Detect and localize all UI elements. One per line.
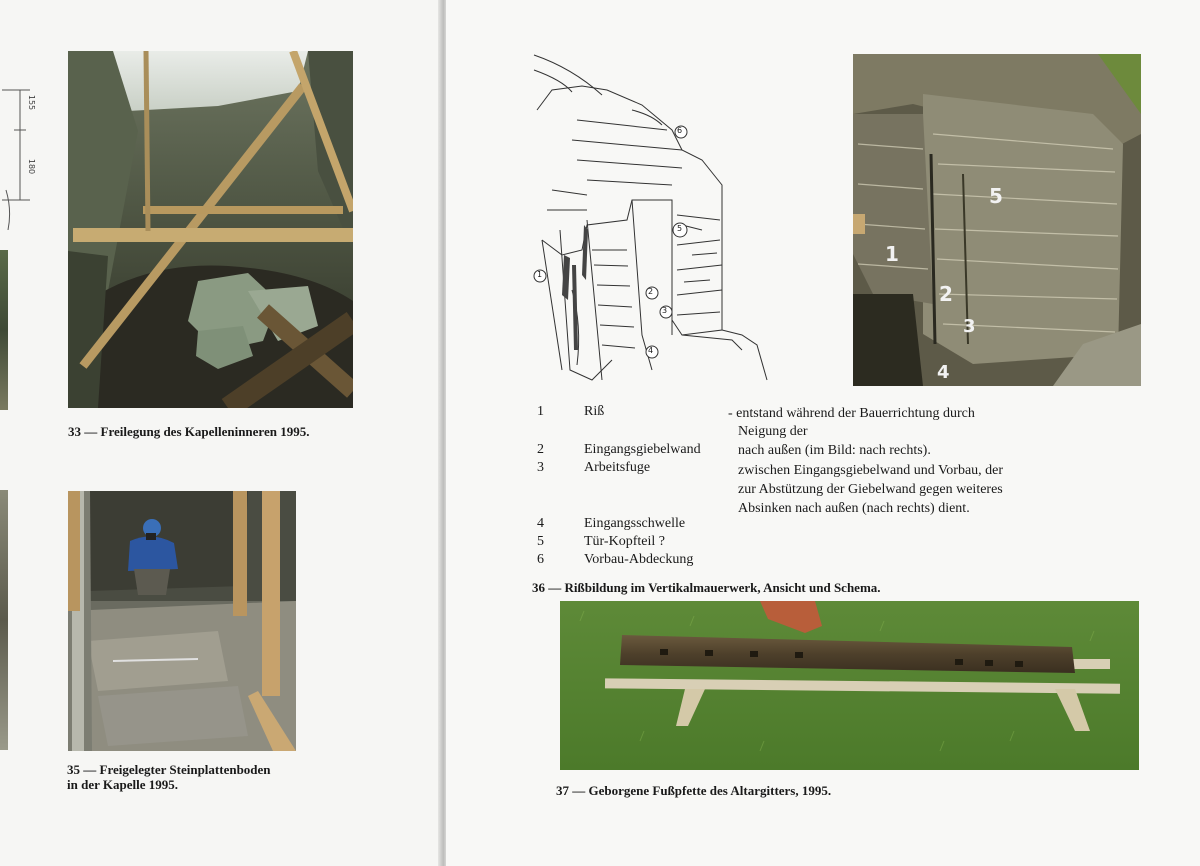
legend-desc-3-line1: zwischen Eingangsgiebelwand und Vorbau, der [738, 463, 1004, 478]
photo-number-3: 3 [963, 316, 976, 337]
photo-37-image [560, 601, 1139, 770]
scale-label-180: 180 [27, 158, 37, 175]
legend-num-6: 6 [537, 552, 544, 567]
schematic-number-4: 4 [648, 346, 654, 355]
caption-fig36: 36 — Rißbildung im Vertikalmauerwerk, Ansicht und Schema. [532, 580, 881, 595]
legend-desc-2-line1: nach außen (im Bild: nach rechts). [738, 443, 931, 458]
photo-36-image [853, 54, 1141, 386]
photo-stone-slab-floor [68, 491, 296, 751]
photo-chapel-interior-excavation [68, 51, 353, 408]
caption-fig35-line1: 35 — Freigelegter Steinplattenboden [67, 762, 271, 777]
legend-term-5: Tür-Kopfteil ? [584, 534, 665, 549]
photo-number-1: 1 [885, 242, 899, 266]
photo-number-5: 5 [989, 184, 1003, 208]
edge-photo-strip-top [0, 250, 8, 410]
photo-number-4: 4 [937, 362, 950, 383]
scale-label-155: 155 [27, 94, 37, 111]
legend-term-1: Riß [584, 404, 605, 419]
photo-wall-crack [853, 54, 1141, 386]
photo-35-image [68, 491, 296, 751]
edge-photo-strip-bottom [0, 490, 8, 750]
legend-term-4: Eingangsschwelle [584, 516, 686, 531]
caption-fig37: 37 — Geborgene Fußpfette des Altargitters, 1995. [556, 783, 832, 798]
legend-num-2: 2 [537, 442, 544, 457]
photo-number-2: 2 [939, 282, 953, 306]
photo-recovered-beam [560, 601, 1139, 770]
legend-desc-1-line1: - entstand während der Bauerrichtung durch [728, 406, 975, 421]
scale-ruler [0, 70, 40, 230]
legend-term-3: Arbeitsfuge [584, 460, 651, 475]
right-page [446, 0, 1200, 866]
legend-num-3: 3 [537, 460, 544, 475]
wall-crack-schematic [532, 50, 768, 385]
legend-term-2: Eingangsgiebelwand [584, 442, 701, 457]
schematic-number-3: 3 [662, 306, 668, 315]
schematic-number-6: 6 [677, 126, 683, 135]
legend-num-4: 4 [537, 516, 544, 531]
schematic-number-5: 5 [677, 224, 683, 233]
schematic-drawing [532, 50, 768, 385]
left-page [0, 0, 440, 866]
caption-fig33: 33 — Freilegung des Kapelleninneren 1995. [68, 424, 310, 439]
legend-desc-3-line2: zur Abstützung der Giebelwand gegen weiteres [738, 482, 1003, 497]
legend-num-5: 5 [537, 534, 544, 549]
caption-fig35-line2: in der Kapelle 1995. [67, 777, 178, 792]
legend-term-6: Vorbau-Abdeckung [584, 552, 694, 567]
photo-33-image [68, 51, 353, 408]
schematic-number-2: 2 [648, 287, 654, 296]
schematic-number-1: 1 [537, 270, 543, 279]
legend-desc-3-line3: Absinken nach außen (nach rechts) dient. [738, 501, 970, 516]
legend-desc-1-line2: Neigung der [738, 424, 808, 439]
legend-num-1: 1 [537, 404, 544, 419]
